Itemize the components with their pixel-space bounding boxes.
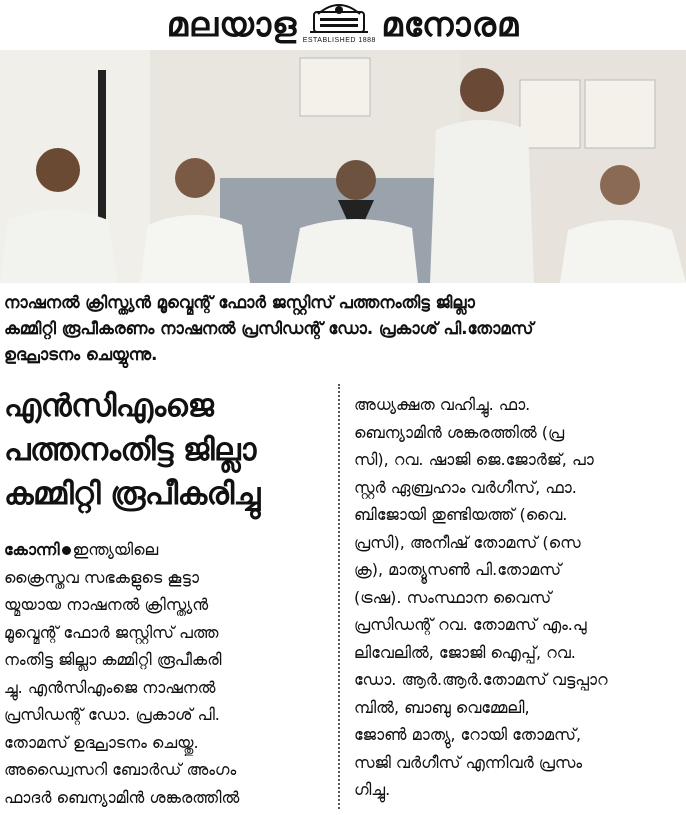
body-line: ക്രൈസ്തവ സഭകളുടെ കൂട്ടാ (4, 567, 199, 587)
masthead-title-right: മനോരമ (381, 5, 520, 45)
article-right-column (354, 391, 682, 804)
body-line: ഫാദർ ബെന്യാമിൻ ശങ്കരത്തിൽ (4, 787, 240, 807)
body-first-line (4, 536, 326, 564)
body-line: അധ്യക്ഷത വഹിച്ചു. ഫാ. (354, 395, 531, 414)
body-line: മ്പിൽ, ബാബു വെമ്മേലി, (354, 697, 530, 717)
headline-line: കമ്മിറ്റി രൂപീകരിച്ചു (4, 476, 260, 512)
crest-icon (308, 2, 370, 36)
body-line: യ്മയായ നാഷനൽ ക്രിസ്ത്യൻ (4, 595, 209, 614)
article-body-right (354, 391, 682, 804)
photo-caption (4, 290, 682, 368)
body-line: ജോൺ മാത്യു, റോയി തോമസ്, (354, 725, 582, 744)
body-line: ഗിച്ചു. (354, 780, 391, 799)
article-body-left (4, 536, 326, 811)
body-line: സജി വർഗീസ് എന്നിവർ പ്രസം (354, 752, 583, 772)
body-line: ലിവേലിൽ, ജോജി ഐപ്പ്, റവ. (354, 642, 576, 662)
meeting-photo-icon (0, 50, 686, 283)
headline-line: പത്തനംതിട്ട ജില്ലാ (4, 432, 256, 468)
article-headline (4, 384, 326, 516)
body-line: പ്രസിഡന്റ് റവ. തോമസ് എം.പു (354, 615, 587, 634)
body-line: ച്ചു. എൻസിഎംജെ നാഷനൽ (4, 677, 216, 697)
body-line: സി), റവ. ഷാജി ജെ.ജോർജ്, പാ (354, 450, 594, 469)
headline-line: എൻസിഎംജെ (4, 388, 214, 424)
body-line: ബിജോയി തുണ്ടിയത്ത് (വൈ. (354, 505, 568, 524)
caption-line: കമ്മിറ്റി രൂപീകരണം നാഷനൽ പ്രസിഡന്റ് ഡോ. പ്രകാശ് പി.തോമസ് (4, 319, 534, 338)
body-line: നംതിട്ട ജില്ലാ കമ്മിറ്റി രൂപീകരി (4, 650, 222, 669)
body-line: പ്രസി), അനീഷ് തോമസ് (സെ (354, 532, 581, 552)
body-line: ഡോ. ആർ.ആർ.തോമസ് വട്ടപ്പാറ (354, 670, 608, 689)
established-text: ESTABLISHED 1888 (302, 37, 376, 44)
body-line: (ട്രഷ). സംസ്ഥാന വൈസ് (354, 587, 552, 607)
column-divider (338, 384, 340, 809)
body-line: തോമസ് ഉദ്ഘാടനം ചെയ്തു. (4, 732, 199, 752)
body-line: ക്ര), മാത്യൂസൺ പി.തോമസ് (354, 560, 562, 579)
news-photo (0, 50, 686, 283)
masthead-title-left: മലയാള (166, 5, 298, 45)
body-line: സ്റ്റർ ഏബ്രഹാം വർഗീസ്, ഫാ. (354, 477, 577, 497)
body-line: ബെന്യാമിൻ ശങ്കരത്തിൽ (പ്ര (354, 422, 565, 442)
body-line-start: ഇന്ത്യയിലെ (72, 540, 159, 559)
caption-line: നാഷനൽ ക്രിസ്ത്യൻ മൂവ്മെന്റ് ഫോർ ജസ്റ്റിസ് പത്തനംതിട്ട ജില്ലാ (4, 293, 475, 312)
masthead (0, 0, 686, 50)
dateline-bullet-icon (62, 546, 71, 555)
body-line: പ്രസിഡന്റ് ഡോ. പ്രകാശ് പി. (4, 705, 220, 724)
newspaper-emblem (302, 2, 376, 48)
caption-line: ഉദ്ഘാടനം ചെയ്യുന്നു. (4, 345, 158, 364)
body-line: മൂവ്മെന്റ് ഫോർ ജസ്റ്റിസ് പത്ത (4, 622, 219, 642)
dateline: കോന്നി (4, 540, 60, 559)
body-line: അഡ്വൈസറി ബോർഡ് അംഗം (4, 760, 237, 779)
article-left-column (4, 384, 326, 811)
